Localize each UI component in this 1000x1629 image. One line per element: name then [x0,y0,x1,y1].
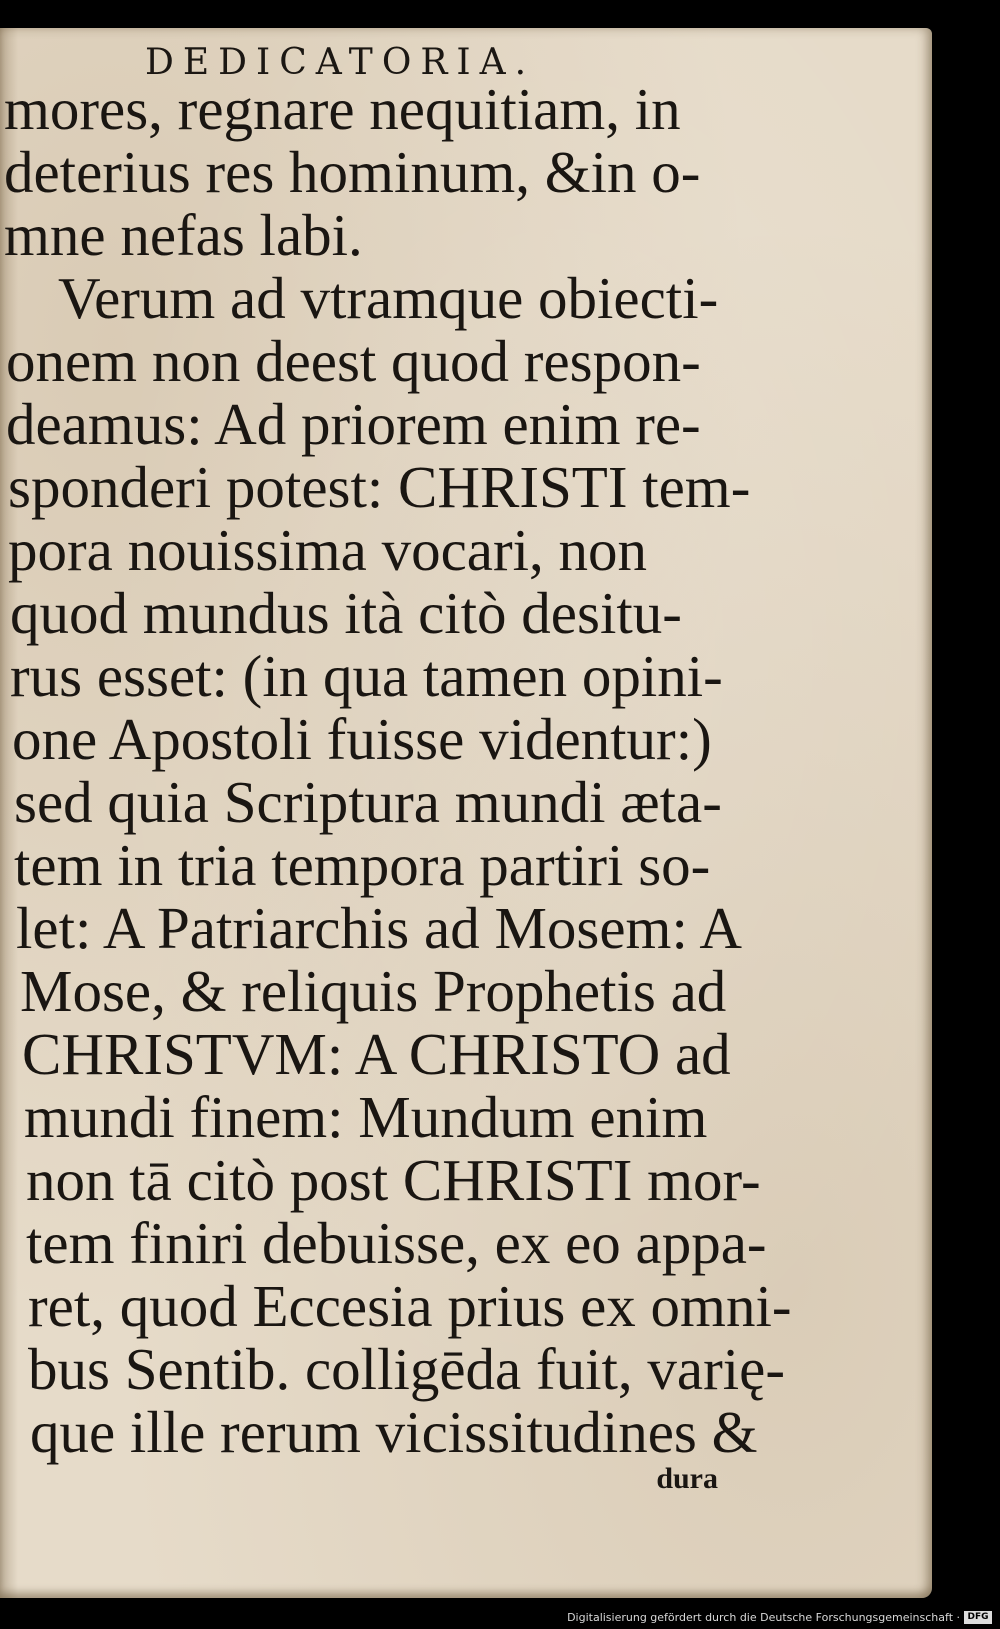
text-line: quod mundus ità citò desitu- [10,580,682,646]
text-line: let: A Patriarchis ad Mosem: A [16,895,742,961]
text-line: Verum ad vtramque obiecti- [58,265,719,331]
text-line: ret, quod Eccesia prius ex omni- [28,1273,792,1339]
text-line: one Apostoli fuisse videntur:) [12,706,712,772]
text-line: rus esset: (in qua tamen opini- [10,643,723,709]
running-head: DEDICATORIA. [145,42,536,83]
dfg-logo: DFG [964,1611,992,1624]
text-line: sponderi potest: CHRISTI tem- [8,454,751,520]
catchword: dura [656,1462,718,1495]
text-line: bus Sentib. colligēda fuit, varię- [28,1336,785,1402]
funding-credit: Digitalisierung gefördert durch die Deutsche Forschungsgemeinschaft · [567,1611,960,1624]
text-line: sed quia Scriptura mundi æta- [14,769,722,835]
text-line: pora nouissima vocari, non [8,517,648,583]
text-line: tem in tria tempora partiri so- [14,832,711,898]
text-line: tem finiri debuisse, ex eo appa- [26,1210,767,1276]
text-line: onem non deest quod respon- [6,328,701,394]
text-line: mne nefas labi. [4,202,363,268]
text-line: deamus: Ad priorem enim re- [6,391,701,457]
text-line: Mose, & reliquis Prophetis ad [20,958,727,1024]
text-line: non tā citò post CHRISTI mor- [26,1147,761,1213]
text-line: mores, regnare nequitiam, in [4,76,681,142]
text-line: deterius res hominum, &in o- [4,139,701,205]
text-line: que ille rerum vicissitudines & [30,1399,758,1465]
text-line: CHRISTVM: A CHRISTO ad [22,1021,731,1087]
footer-bar [0,1601,1000,1629]
text-line: mundi finem: Mundum enim [24,1084,708,1150]
